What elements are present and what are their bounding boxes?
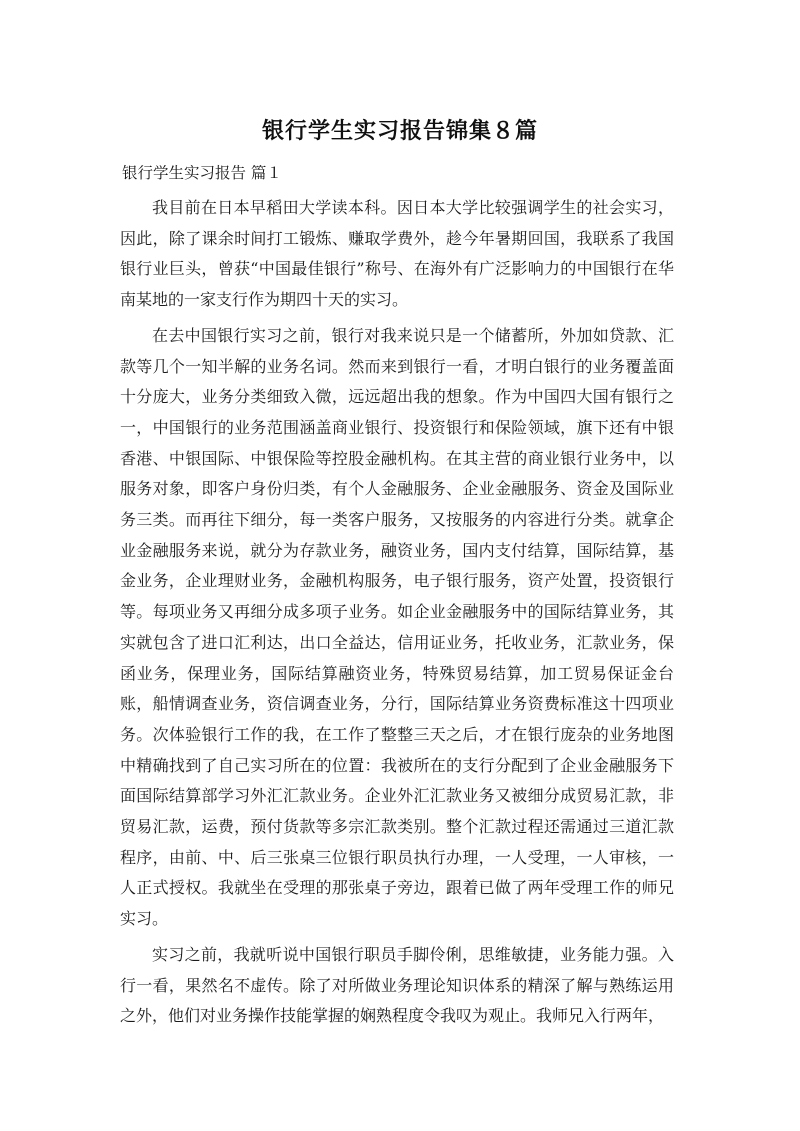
- paragraph-3: 实习之前，我就听说中国银行职员手脚伶俐，思维敏捷，业务能力强。入行一看，果然名不虚传。除了对所做业务理论知识体系的精深了解与熟练运用之外，他们对业务操作技能掌握的娴熟程度令我叹为观止。我师兄入行两年，: [120, 944, 674, 1026]
- document-title: 银行学生实习报告锦集８篇: [261, 119, 538, 144]
- paragraph-1: 我目前在日本早稻田大学读本科。因日本大学比较强调学生的社会实习，因此，除了课余时间打工锻炼、赚取学费外，趁今年暑期回国，我联系了我国银行业巨头，曾获“中国最佳银行”称号、在海外有广泛影响力的中国银行在华南某地的一家支行作为期四十天的实习。: [120, 198, 674, 310]
- paragraph-2: 在去中国银行实习之前，银行对我来说只是一个储蓄所，外加如贷款、汇款等几个一知半解的业务名词。然而来到银行一看，才明白银行的业务覆盖面十分庞大，业务分类细致入微，远远超出我的想象。作为中国四大国有银行之一，中国银行的业务范围涵盖商业银行、投资银行和保险领域，旗下还有中银香港、中银国际、中银保险等控股金融机构。在其主营的商业银行业务中，以服务对象，即客户身份归类，有个人金融服务、企业金融服务、资金及国际业务三类。而再往下细分，每一类客户服务，又按服务的内容进行分类。就拿企业金融服务来说，就分为存款业务，融资业务，国内支付结算，国际结算，基金业务，企业理财业务，金融机构服务，电子银行服务，资产处置，投资银行等。每项业务又再细分成多项子业务。如企业金融服务中的国际结算业务，其实就包含了进口汇利达，出口全益达，信用证业务，托收业务，汇款业务，保函业务，保理业务，国际结算融资业务，特殊贸易结算，加工贸易保证金台账，船情调查业务，资信调查业务，分行，国际结算业务资费标准这十四项业务。次体验银行工作的我，在工作了整整三天之后，才在银行庞杂的业务地图中精确找到了自己实习所在的位置：我被所在的支行分配到了企业金融服务下面国际结算部学习外汇汇款业务。企业外汇汇款业务又被细分成贸易汇款，非贸易汇款，运费，预付货款等多宗汇款类别。整个汇款过程还需通过三道汇款程序，由前、中、后三张桌三位银行职员执行办理，一人受理，一人审核，一人正式授权。我就坐在受理的那张桌子旁边，跟着已做了两年受理工作的师兄实习。: [120, 325, 674, 929]
- document-body: [120, 193, 674, 1037]
- section-heading: 银行学生实习报告 篇１: [122, 164, 282, 182]
